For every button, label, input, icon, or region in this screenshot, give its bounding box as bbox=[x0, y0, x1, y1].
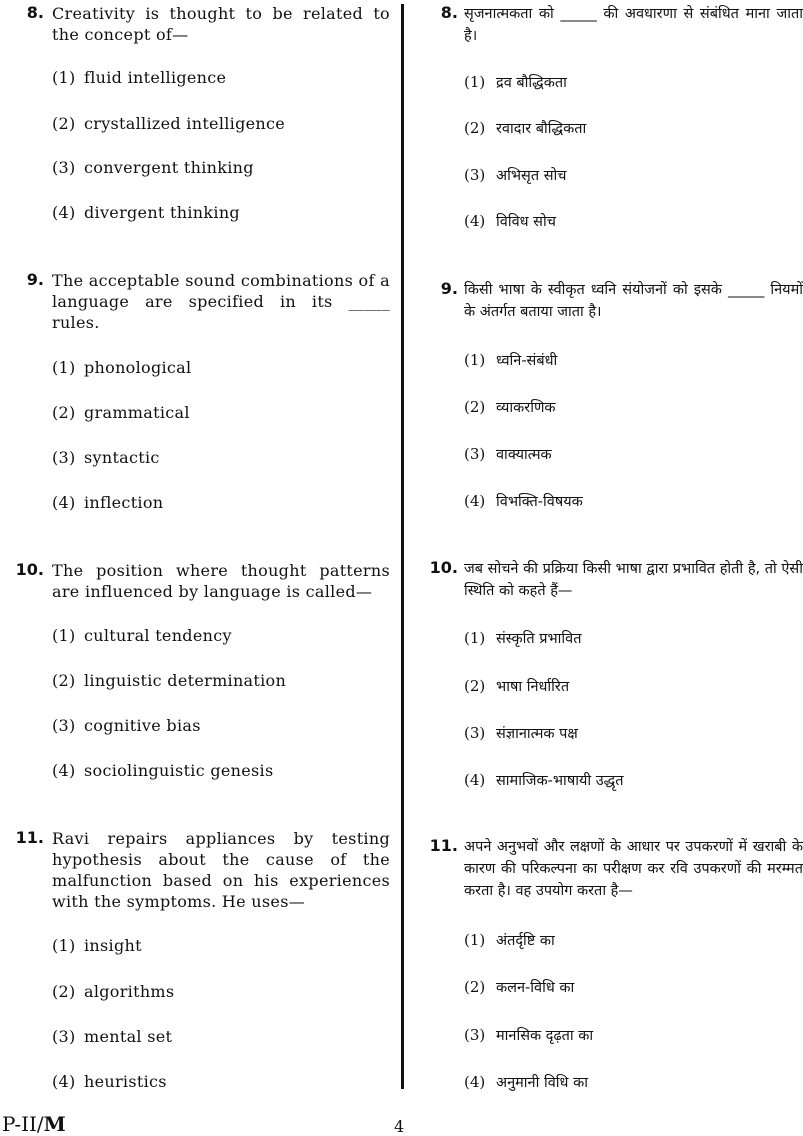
question-number: 9. bbox=[440, 279, 458, 298]
option-1[interactable]: (1) ध्वनि-संबंधी bbox=[464, 351, 558, 369]
question-11 bbox=[410, 836, 803, 902]
option-1[interactable]: (1) संस्कृति प्रभावित bbox=[464, 629, 582, 647]
option-1[interactable]: (1) cultural tendency bbox=[52, 626, 232, 645]
option-2[interactable]: (2) भाषा निर्धारित bbox=[464, 677, 570, 695]
option-1[interactable]: (1) insight bbox=[52, 936, 142, 955]
option-4[interactable]: (4) inflection bbox=[52, 493, 164, 512]
option-3[interactable]: (3) मानसिक दृढ़ता का bbox=[464, 1026, 594, 1044]
option-2[interactable]: (2) grammatical bbox=[52, 403, 190, 422]
page-number: 4 bbox=[394, 1117, 405, 1136]
option-3[interactable]: (3) अभिसृत सोच bbox=[464, 166, 567, 184]
option-4[interactable]: (4) sociolinguistic genesis bbox=[52, 761, 274, 780]
option-1[interactable]: (1) phonological bbox=[52, 358, 192, 377]
question-text: अपने अनुभवों और लक्षणों के आधार पर उपकरणों में खराबी के कारण की परिकल्पना का परीक्षण कर रवि उपकरणों की मरम्मत करता है। वह उपयोग करता है— bbox=[464, 839, 803, 899]
option-3[interactable]: (3) वाक्यात्मक bbox=[464, 445, 552, 463]
option-4[interactable]: (4) divergent thinking bbox=[52, 203, 240, 222]
option-2[interactable]: (2) कलन-विधि का bbox=[464, 978, 575, 996]
option-2[interactable]: (2) व्याकरणिक bbox=[464, 398, 556, 416]
option-2[interactable]: (2) रवादार बौद्धिकता bbox=[464, 119, 587, 137]
question-number: 11. bbox=[15, 828, 44, 847]
question-8 bbox=[0, 3, 400, 45]
option-4[interactable]: (4) विभक्ति-विषयक bbox=[464, 492, 583, 510]
question-number: 8. bbox=[440, 3, 458, 22]
option-3[interactable]: (3) syntactic bbox=[52, 448, 160, 467]
question-11 bbox=[0, 828, 400, 912]
question-number: 11. bbox=[429, 836, 458, 855]
option-1[interactable]: (1) द्रव बौद्धिकता bbox=[464, 73, 567, 91]
question-9 bbox=[0, 270, 400, 333]
question-10 bbox=[0, 560, 400, 602]
question-10 bbox=[410, 558, 803, 602]
question-number: 10. bbox=[429, 558, 458, 577]
option-1[interactable]: (1) अंतर्दृष्टि का bbox=[464, 931, 555, 949]
option-2[interactable]: (2) algorithms bbox=[52, 982, 175, 1001]
option-4[interactable]: (4) विविध सोच bbox=[464, 212, 556, 230]
question-text: जब सोचने की प्रक्रिया किसी भाषा द्वारा प्रभावित होती है, तो ऐसी स्थिति को कहते हैं— bbox=[464, 561, 803, 599]
question-8 bbox=[410, 3, 803, 47]
option-3[interactable]: (3) संज्ञानात्मक पक्ष bbox=[464, 724, 578, 742]
question-text: The acceptable sound combinations of a language are specified in its _____ rules. bbox=[52, 271, 390, 332]
question-number: 10. bbox=[15, 560, 44, 579]
option-3[interactable]: (3) mental set bbox=[52, 1027, 173, 1046]
question-number: 8. bbox=[26, 3, 44, 22]
option-1[interactable]: (1) fluid intelligence bbox=[52, 68, 227, 87]
option-2[interactable]: (2) linguistic determination bbox=[52, 671, 287, 690]
question-text: The position where thought patterns are influenced by language is called— bbox=[52, 561, 390, 601]
question-number: 9. bbox=[26, 270, 44, 289]
question-text: Ravi repairs appliances by testing hypothesis about the cause of the malfunction based on his experiences with the symptoms. He uses— bbox=[52, 829, 390, 911]
option-2[interactable]: (2) crystallized intelligence bbox=[52, 114, 286, 133]
option-4[interactable]: (4) अनुमानी विधि का bbox=[464, 1073, 588, 1091]
option-4[interactable]: (4) heuristics bbox=[52, 1072, 167, 1091]
option-4[interactable]: (4) सामाजिक-भाषायी उद्धृत bbox=[464, 771, 624, 789]
question-text: सृजनात्मकता को _____ की अवधारणा से संबंधित माना जाता है। bbox=[464, 6, 803, 44]
question-text: Creativity is thought to be related to the concept of— bbox=[52, 4, 390, 44]
option-3[interactable]: (3) convergent thinking bbox=[52, 158, 254, 177]
column-divider bbox=[401, 4, 404, 1089]
option-3[interactable]: (3) cognitive bias bbox=[52, 716, 201, 735]
question-9 bbox=[410, 279, 803, 323]
question-text: किसी भाषा के स्वीकृत ध्वनि संयोजनों को इसके _____ नियमों के अंतर्गत बताया जाता है। bbox=[464, 282, 803, 320]
booklet-code: P-II/M bbox=[2, 1112, 66, 1136]
